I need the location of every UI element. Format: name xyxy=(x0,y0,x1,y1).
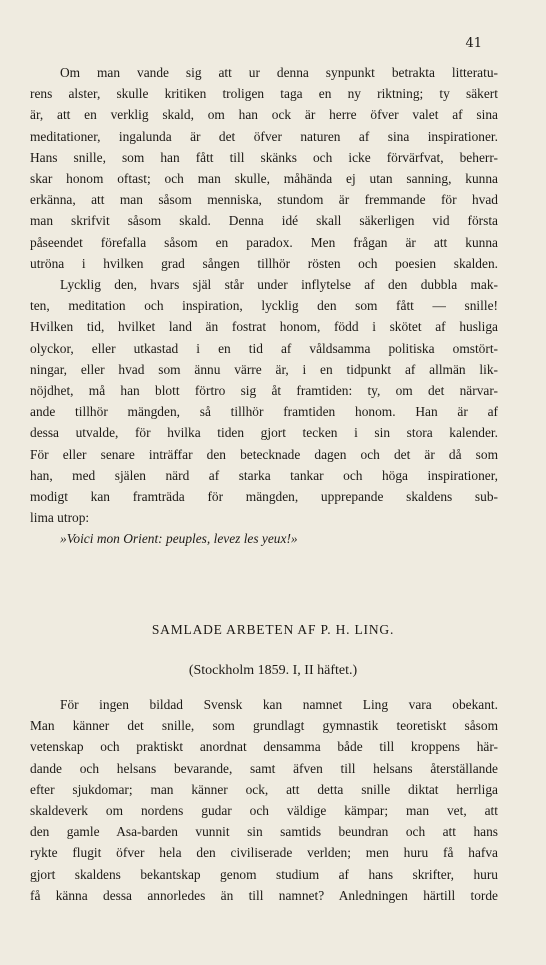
paragraph-1 xyxy=(30,62,498,274)
text-line: Hans snille, som han fått till skänks och icke förvärfvat, beherr- xyxy=(30,149,498,165)
text-line: Hvilken tid, hvilket land än fostrat honom, född i skötet af husliga xyxy=(30,319,498,335)
text-line: han, med själen närd af starka tankar och höga inspirationer, xyxy=(30,467,498,483)
text-line: För eller senare inträffar den betecknade dagen och det är då som xyxy=(30,446,498,462)
text-line: För ingen bildad Svensk kan namnet Ling vara obekant. xyxy=(60,697,498,712)
text-line: meditationer, ingalunda är det öfver naturen af sina inspirationer. xyxy=(30,128,498,144)
text-line: skaldeverk om nordens gudar och väldige kämpar; man vet, att xyxy=(30,802,498,818)
section-heading: SAMLADE ARBETEN AF P. H. LING. xyxy=(151,622,395,637)
quote-line: »Voici mon Orient: peuples, levez les yeux!» xyxy=(60,531,298,547)
text-line: skar honom oftast; och man skulle, måhända ej utan sanning, kunna xyxy=(30,170,498,186)
text-line: man skrifvit såsom skald. Denna idé skall säkerligen vid första xyxy=(30,213,498,229)
text-line: vetenskap och praktiskt anordnat densamma både till kroppens här- xyxy=(30,739,498,755)
text-line: dande och helsans bevarande, samt äfven till helsans återställande xyxy=(30,760,498,776)
text-line: Lycklig den, hvars själ står under inflytelse af den dubbla mak- xyxy=(60,277,498,292)
text-line: rykte flugit öfver hela den civiliserade verlden; men huru få hafva xyxy=(30,845,498,861)
text-line: den gamle Asa-barden vunnit sin samtids beundran och att hans xyxy=(30,824,498,840)
text-line: dessa utvalde, för hvilka tiden gjort tecken i sin stora kalender. xyxy=(30,425,498,441)
text-line: olyckor, eller utkastad i en tid af våldsamma politiska omstört- xyxy=(30,340,498,356)
text-line: efter sjukdomar; man känner ock, att detta snille diktat herrliga xyxy=(30,781,498,797)
text-line: Man känner det snille, som grundlagt gymnastik teoretiskt såsom xyxy=(30,718,498,734)
text-line: modigt kan framträda för mängden, upprepande skaldens sub- xyxy=(30,488,498,504)
section-subheading: (Stockholm 1859. I, II häftet.) xyxy=(188,663,358,678)
text-line: rens alster, skulle kritiken troligen taga en ny riktning; ty säkert xyxy=(30,86,498,102)
text-line: ningar, eller hvad som ännu värre är, i en tidpunkt af allmän lik- xyxy=(30,361,498,377)
text-line: är, att en verklig skald, om han ock är herre öfver valet af sina xyxy=(30,107,498,123)
text-line: ande tillhör mängden, så tillhör framtiden honom. Han är af xyxy=(30,404,498,420)
page-number: 41 xyxy=(465,36,482,51)
paragraph-3 xyxy=(30,694,498,906)
text-line: få känna dessa annorledes än till namnet? Anledningen härtill torde xyxy=(30,887,498,903)
text-line: utröna i hvilken grad sången tillhör rösten och poesien skalden. xyxy=(30,255,498,271)
paragraph-2 xyxy=(30,274,498,549)
text-line: Om man vande sig att ur denna synpunkt betrakta litteratu- xyxy=(60,65,498,80)
text-line: lima utrop: xyxy=(30,510,90,526)
text-line: påseendet förefalla såsom en paradox. Men frågan är att kunna xyxy=(30,234,498,250)
text-line: ten, meditation och inspiration, lycklig den som fått — snille! xyxy=(30,298,498,314)
text-line: erkänna, att man såsom menniska, stundom är fremmande för hvad xyxy=(30,192,498,208)
text-line: nöjdhet, må han blott förtro sig åt framtiden: ty, om det närvar- xyxy=(30,382,498,398)
text-line: gjort skaldens bekantskap genom studium af hans skrifter, huru xyxy=(30,866,498,882)
